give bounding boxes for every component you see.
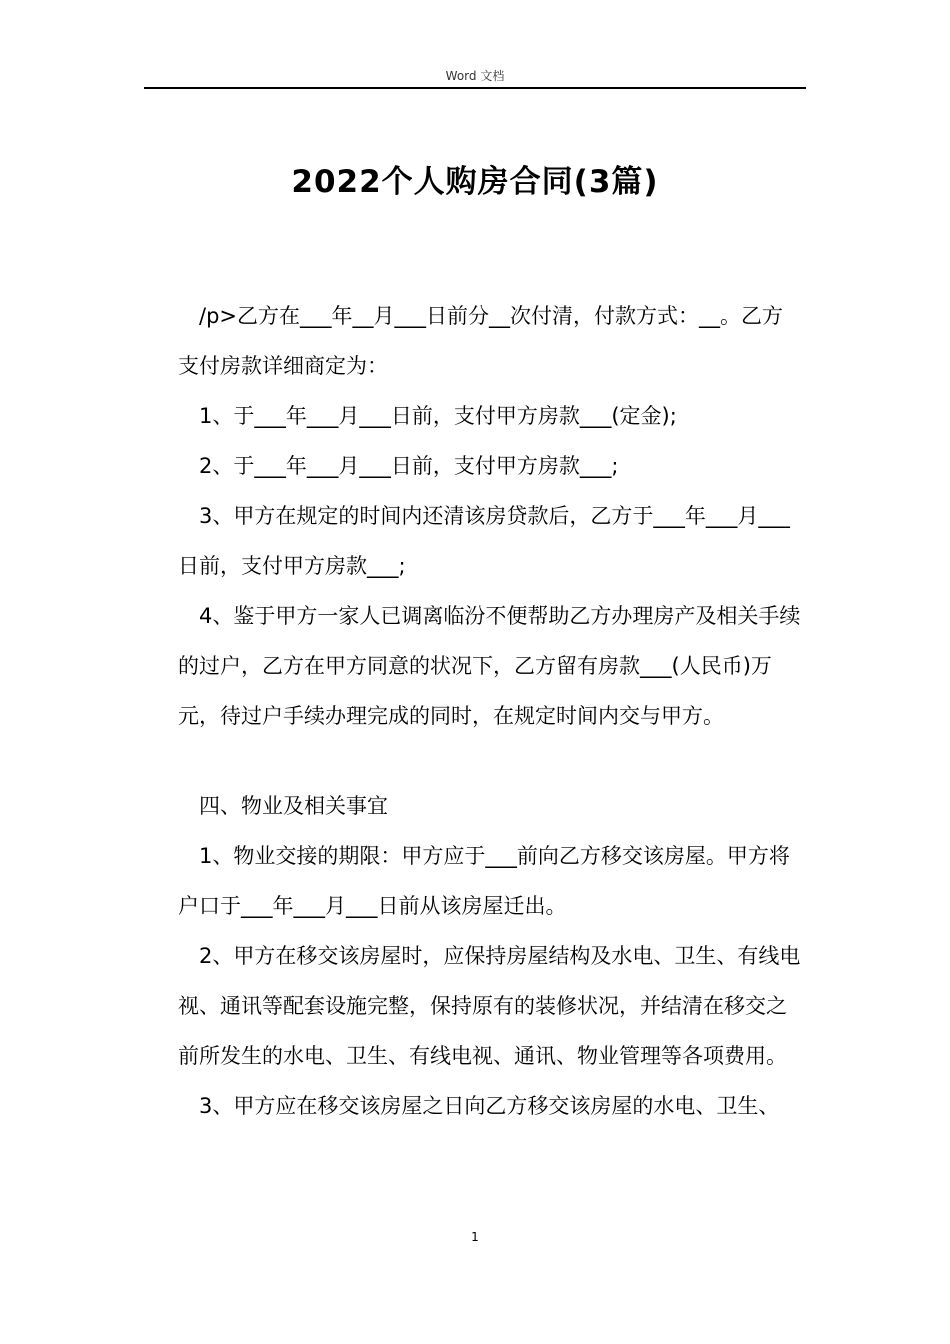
- paragraph-item-4: 4、鉴于甲方一家人已调离临汾不便帮助乙方办理房产及相关手续的过户，乙方在甲方同意的状况下，乙方留有房款___(人民币)万元，待过户手续办理完成的同时，在规定时间内交与甲方。: [178, 604, 801, 728]
- header-label: Word 文档: [445, 69, 505, 83]
- page-number: 1: [471, 1230, 479, 1244]
- document-body: [178, 291, 803, 1131]
- paragraph-property-2: 2、甲方在移交该房屋时，应保持房屋结构及水电、卫生、有线电视、通讯等配套设施完整，保持原有的装修状况，并结清在移交之前所发生的水电、卫生、有线电视、通讯、物业管理等各项费用。: [178, 944, 801, 1068]
- paragraph-item-3: 3、甲方在规定的时间内还清该房贷款后，乙方于___年___月___日前，支付甲方房款___;: [178, 504, 790, 578]
- paragraph-property-3: 3、甲方应在移交该房屋之日向乙方移交该房屋的水电、卫生、: [199, 1094, 780, 1118]
- document-title: 2022个人购房合同(3篇): [291, 164, 659, 200]
- paragraph-payment-terms: /p>乙方在___年__月___日前分__次付清，付款方式：__。乙方支付房款详细商定为：: [178, 304, 783, 378]
- paragraph-property-1: 1、物业交接的期限：甲方应于___前向乙方移交该房屋。甲方将户口于___年___月___日前从该房屋迁出。: [178, 844, 790, 918]
- section-heading-property: 四、物业及相关事宜: [199, 794, 388, 818]
- paragraph-item-1: 1、于___年___月___日前，支付甲方房款___(定金);: [199, 404, 677, 428]
- header-divider: [144, 87, 806, 89]
- section-spacer: [178, 741, 803, 781]
- paragraph-item-2: 2、于___年___月___日前，支付甲方房款___;: [199, 454, 619, 478]
